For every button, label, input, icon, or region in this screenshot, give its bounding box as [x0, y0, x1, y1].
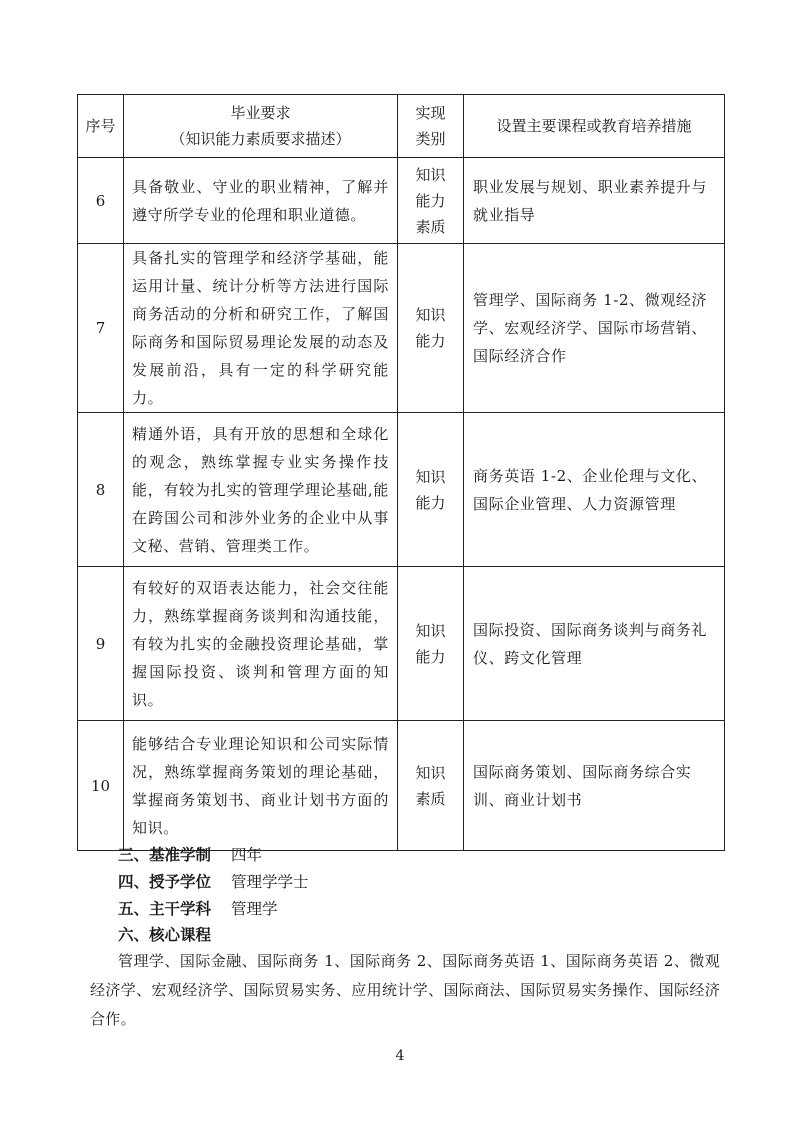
table-row	[78, 721, 725, 851]
section-discipline	[118, 896, 278, 922]
table-row	[78, 567, 725, 721]
core-courses-paragraph: 管理学、国际金融、国际商务 1、国际商务 2、国际商务英语 1、国际商务英语 2、微观经济学、宏观经济学、国际贸易实务、应用统计学、国际商法、国际贸易实务操作、国际经济合作。	[90, 952, 720, 1028]
row-number: 9	[78, 567, 124, 721]
category-item: 知识	[415, 306, 446, 324]
section-duration	[118, 842, 262, 868]
row-category	[398, 567, 464, 721]
table-row	[78, 158, 725, 244]
header-requirement-line2: （知识能力素质要求描述）	[170, 130, 351, 148]
table-row	[78, 244, 725, 413]
category-item: 知识	[415, 165, 446, 184]
row-requirement: 精通外语，具有开放的思想和全球化的观念，熟练掌握专业实务操作技能，有较为扎实的管理学理论基础,能在跨国公司和涉外业务的企业中从事文秘、营销、管理类工作。	[124, 413, 398, 567]
row-number: 8	[78, 413, 124, 567]
graduation-requirements-table	[77, 94, 725, 851]
category-item: 能力	[415, 332, 446, 350]
table-header-row	[78, 95, 725, 158]
row-category	[398, 244, 464, 413]
row-courses: 国际投资、国际商务谈判与商务礼仪、跨文化管理	[464, 567, 725, 721]
row-courses: 职业发展与规划、职业素养提升与就业指导	[464, 158, 725, 244]
row-courses: 国际商务策划、国际商务综合实训、商业计划书	[464, 721, 725, 851]
row-number: 7	[78, 244, 124, 413]
section-heading: 五、主干学科	[118, 900, 212, 918]
category-item: 素质	[415, 217, 446, 236]
category-item: 能力	[415, 647, 446, 666]
row-category	[398, 413, 464, 567]
category-item: 能力	[415, 493, 446, 512]
category-item: 知识	[415, 467, 446, 486]
header-courses: 设置主要课程或教育培养措施	[464, 95, 725, 158]
header-category	[398, 95, 464, 158]
row-number: 10	[78, 721, 124, 851]
section-heading: 四、授予学位	[118, 873, 212, 891]
header-num: 序号	[78, 95, 124, 158]
row-number: 6	[78, 158, 124, 244]
row-category	[398, 721, 464, 851]
section-heading: 三、基准学制	[118, 846, 212, 864]
table-row	[78, 413, 725, 567]
category-item: 素质	[415, 789, 446, 808]
row-requirement: 能够结合专业理论知识和公司实际情况，熟练掌握商务策划的理论基础，掌握商务策划书、商业计划书方面的知识。	[124, 721, 398, 851]
row-courses: 商务英语 1-2、企业伦理与文化、国际企业管理、人力资源管理	[464, 413, 725, 567]
section-value: 四年	[231, 846, 263, 864]
category-item: 知识	[415, 621, 446, 640]
header-requirement-line1: 毕业要求	[230, 104, 291, 122]
section-value: 管理学学士	[231, 873, 309, 891]
header-category-line1: 实现	[415, 104, 446, 122]
section-heading: 六、核心课程	[118, 926, 212, 944]
row-courses: 管理学、国际商务 1-2、微观经济学、宏观经济学、国际市场营销、国际经济合作	[464, 244, 725, 413]
row-requirement: 具备敬业、守业的职业精神，了解并遵守所学专业的伦理和职业道德。	[124, 158, 398, 244]
header-requirement	[124, 95, 398, 158]
row-requirement: 具备扎实的管理学和经济学基础，能运用计量、统计分析等方法进行国际商务活动的分析和研究工作，了解国际商务和国际贸易理论发展的动态及发展前沿，具有一定的科学研究能力。	[124, 244, 398, 413]
section-degree	[118, 869, 309, 895]
row-requirement: 有较好的双语表达能力，社会交往能力，熟练掌握商务谈判和沟通技能，有较为扎实的金融投资理论基础，掌握国际投资、谈判和管理方面的知识。	[124, 567, 398, 721]
row-category	[398, 158, 464, 244]
section-core-courses	[118, 922, 211, 948]
category-item: 知识	[415, 763, 446, 782]
header-category-line2: 类别	[415, 130, 446, 148]
category-item: 能力	[415, 191, 446, 210]
page-number: 4	[395, 1048, 405, 1064]
section-value: 管理学	[231, 900, 278, 918]
